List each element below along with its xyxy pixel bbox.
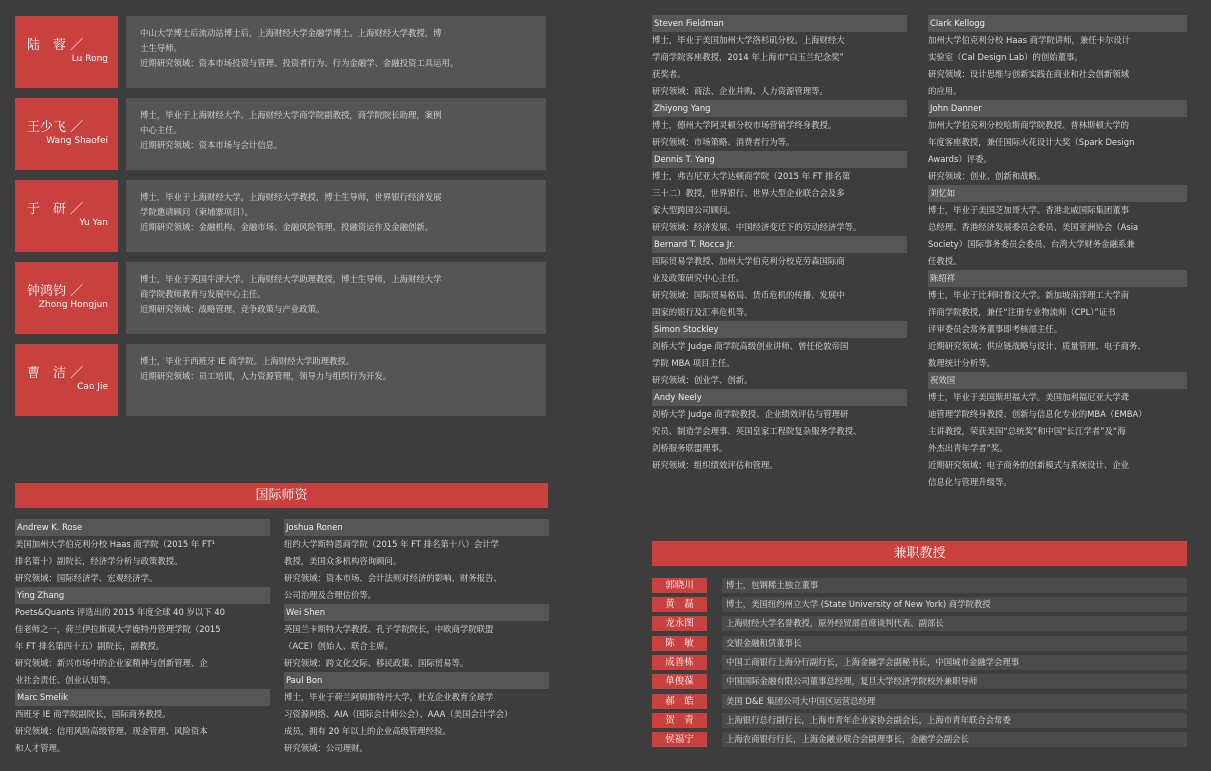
intl-line: 研究领域：新兴市场中的企业家精神与创新管理、企 (15, 658, 208, 668)
intl-line: 近期研究领域：供应链战略与设计、质量管理、电子商务、 (928, 341, 1146, 351)
intl-line: 研究领域：市场策略、消费者行为等。 (652, 137, 795, 147)
intl-line: 公司治理及合理估价等。 (284, 590, 377, 600)
faculty-name-zh: 陆 蓉 ／ (27, 38, 84, 53)
adjunct-row (652, 694, 1187, 709)
intl-line: 研究领域：创业学、创新。 (652, 375, 753, 385)
faculty-card (15, 180, 546, 252)
intl-line: 研究领域：组织绩效评估和管理。 (652, 460, 778, 470)
intl-column-3 (652, 15, 907, 474)
intl-line: 评审委员会常务董事即考核部主任。 (928, 324, 1062, 334)
desc-line: 中心主任。 (140, 125, 182, 135)
intl-line: Awards）评委。 (928, 154, 992, 164)
intl-line: 加州大学伯克利分校 Haas 商学院讲师，兼任卡尔设计 (928, 35, 1131, 45)
intl-line: 博士，毕业于比利时鲁汶大学。新加坡南洋理工大学南 (928, 290, 1129, 300)
intl-person-name: Andy Neely (652, 389, 907, 406)
intl-line: 业及政策研究中心主任。 (652, 273, 745, 283)
intl-line: 剑桥服务联盟理事。 (652, 443, 728, 453)
intl-line: 纽约大学斯特恩商学院（2015 年 FT 排名第十八）会计学 (284, 539, 499, 549)
intl-person-name: Bernard T. Rocca Jr. (652, 236, 907, 253)
intl-line: 研究领域：公司理财。 (284, 743, 368, 753)
intl-line: 研究领域：国际贸易格局、货币危机的传播、发展中 (652, 290, 845, 300)
intl-line: 成员，拥有 20 年以上的企业高级管理经验。 (284, 726, 451, 736)
desc-line: 博士，毕业于西班牙 IE 商学院。上海财经大学助理教授。 (140, 356, 355, 366)
intl-line: 研究领域：经济发展、中国经济变迁下的劳动经济学等。 (652, 222, 862, 232)
intl-person-name: Dennis T. Yang (652, 151, 907, 168)
faculty-description (126, 344, 546, 416)
desc-line: 中山大学博士后流动站博士后，上海财经大学金融学博士。上海财经大学教授，博 (140, 28, 442, 38)
intl-line: 家大型跨国公司顾问。 (652, 205, 736, 215)
intl-person-name: 陈绍祥 (928, 270, 1187, 287)
adjunct-row (652, 732, 1187, 747)
intl-line: 国家的银行及汇率危机等。 (652, 307, 753, 317)
faculty-card (15, 16, 546, 88)
intl-line: 博士，德州大学阿灵顿分校市场营销学终身教授。 (652, 120, 837, 130)
intl-line: 习资源网络、AIA（国际会计师公会）、AAA（美国会计学会） (284, 709, 513, 719)
intl-line: 数理统计分析等。 (928, 358, 995, 368)
desc-line: 学院邀请顾问（柬埔寨项目）。 (140, 207, 254, 217)
desc-line: 近期研究领域：金融机构、金融市场、金融风险管理、投融资运作及金融创新。 (140, 222, 434, 232)
faculty-card (15, 344, 546, 416)
adjunct-name: 侯福宁 (652, 732, 707, 747)
adjunct-desc: 中国国际金融有限公司董事总经理，复旦大学经济学院校外兼职导师 (722, 674, 1187, 689)
intl-column-2 (284, 519, 549, 757)
intl-line: 美国加州大学伯克利分校 Haas 商学院（2015 年 FT¹ (15, 539, 216, 549)
adjunct-name: 贺 青 (652, 713, 707, 728)
intl-line: 研究领域：创业、创新和战略。 (928, 171, 1046, 181)
desc-line: 博士，毕业于英国牛津大学。上海财经大学助理教授，博士生导师，上海财经大学 (140, 274, 442, 284)
desc-line: 近期研究领域：战略管理、竞争政策与产业政策。 (140, 304, 325, 314)
intl-line: 迪管理学院终身教授、创新与信息化专业的MBA（EMBA） (928, 409, 1147, 419)
intl-line: 三十二）教授，世界银行、世界大型企业联合会及多 (652, 188, 845, 198)
intl-person-name: 祝效国 (928, 372, 1187, 389)
adjunct-row (652, 597, 1187, 612)
faculty-name-en: Zhong Hongjun (38, 300, 108, 310)
intl-line: 研究领域：信用风险高级管理、现金管理、风险资本 (15, 726, 208, 736)
adjunct-name: 郭晓川 (652, 578, 707, 593)
faculty-name-zh: 王少飞 ／ (27, 120, 84, 135)
desc-line: 近期研究领域：资本市场与会计信息。 (140, 140, 283, 150)
intl-person-name: Clark Kellogg (928, 15, 1187, 32)
intl-line: 究员、制造学会理事、英国皇家工程院复杂服务学教授、 (652, 426, 862, 436)
intl-line: 研究领域：商法、企业并购、人力资源管理等。 (652, 86, 828, 96)
intl-column-1 (15, 519, 270, 757)
faculty-name-block (15, 16, 118, 88)
adjunct-faculty-title: 兼职教授 (652, 541, 1187, 566)
adjunct-row (652, 713, 1187, 728)
adjunct-desc: 上海财经大学名誉教授，原外经贸部首席谈判代表、副部长 (722, 616, 1187, 631)
faculty-name-en: Wang Shaofei (46, 136, 108, 146)
adjunct-name: 黄 磊 (652, 597, 707, 612)
intl-line: 学院 MBA 项目主任。 (652, 358, 735, 368)
intl-line: 博士，毕业于美国斯坦福大学。美国加利福尼亚大学聋 (928, 392, 1129, 402)
faculty-name-en: Yu Yan (79, 218, 108, 228)
intl-line: 洋商学院教授，兼任“注册专业物流师（CPL）”证书 (928, 307, 1116, 317)
intl-faculty-title: 国际师资 (15, 483, 548, 508)
intl-line: 的应用。 (928, 86, 962, 96)
intl-line: 博士，毕业于美国加州大学洛杉矶分校。上海财经大 (652, 35, 845, 45)
adjunct-row (652, 616, 1187, 631)
faculty-name-zh: 于 研 ／ (27, 202, 84, 217)
intl-person-name: 刘忆如 (928, 185, 1187, 202)
intl-line: 主讲教授，荣获美国“总统奖”和中国“长江学者”及“海 (928, 426, 1126, 436)
intl-line: 研究领域：设计思维与创新实践在商业和社会创新领域 (928, 69, 1129, 79)
intl-person-name: Wei Shen (284, 604, 549, 621)
faculty-name-block (15, 180, 118, 252)
faculty-description (126, 180, 546, 252)
intl-line: 剑桥大学 Judge 商学院高级创业讲师、曾任伦敦帝国 (652, 341, 849, 351)
intl-column-4 (928, 15, 1187, 491)
adjunct-name: 郝 皓 (652, 694, 707, 709)
desc-line: 博士，毕业于上海财经大学。上海财经大学商学院副教授，商学院院长助理，案例 (140, 110, 442, 120)
desc-line: 商学院教师教育与发展中心主任。 (140, 289, 266, 299)
intl-person-name: Simon Stockley (652, 321, 907, 338)
adjunct-name: 陈 敏 (652, 636, 707, 651)
intl-line: 任教授。 (928, 256, 962, 266)
intl-person-name: Marc Smelik (15, 689, 270, 706)
intl-line: （ACE）创始人、联合主席。 (284, 641, 393, 651)
intl-person-name: Andrew K. Rose (15, 519, 270, 536)
faculty-name-en: Lu Rong (71, 54, 108, 64)
intl-line: 信息化与管理升级等。 (928, 477, 1012, 487)
intl-line: Poets&Quants 评选出的 2015 年度全球 40 岁以下 40 (15, 607, 225, 617)
intl-line: 和人才管理。 (15, 743, 66, 753)
intl-line: 业社会责任、创业认知等。 (15, 675, 116, 685)
intl-line: 学商学院客座教授，2014 年上海市“白玉兰纪念奖” (652, 52, 844, 62)
intl-person-name: Paul Bon (284, 672, 549, 689)
intl-line: 加州大学伯克利分校哈斯商学院教授、普林斯顿大学的 (928, 120, 1129, 130)
intl-line: 获奖者。 (652, 69, 686, 79)
faculty-description (126, 98, 546, 170)
intl-line: 研究领域：资本市场、会计法则对经济的影响、财务报告、 (284, 573, 502, 583)
adjunct-desc: 博士，包钢稀土独立董事 (722, 578, 1187, 593)
intl-line: 博士，毕业于荷兰阿姆斯特丹大学，杜克企业教育全球学 (284, 692, 494, 702)
intl-line: 外杰出青年学者”奖。 (928, 443, 1008, 453)
intl-line: 剑桥大学 Judge 商学院教授、企业绩效评估与管理研 (652, 409, 849, 419)
faculty-name-zh: 钟鸿钧 ／ (27, 284, 84, 299)
intl-line: 教授，美国众多机构咨询顾问。 (284, 556, 402, 566)
intl-line: 佳老师之一，荷兰伊拉斯谟大学鹿特丹管理学院（2015 (15, 624, 221, 634)
adjunct-desc: 中国工商银行上海分行副行长，上海金融学会副秘书长，中国城市金融学会理事 (722, 655, 1187, 670)
intl-line: 近期研究领域：电子商务的创新模式与系统设计、企业 (928, 460, 1129, 470)
intl-person-name: John Danner (928, 100, 1187, 117)
faculty-name-block (15, 98, 118, 170)
desc-line: 近期研究领域：资本市场投资与管理、投资者行为、行为金融学、金融投资工具运用。 (140, 58, 459, 68)
intl-line: Society）国际事务委员会委员、台湾大学财务金融系兼 (928, 239, 1135, 249)
adjunct-name: 单俊葆 (652, 674, 707, 689)
faculty-description (126, 16, 546, 88)
intl-line: 研究领域：国际经济学、宏观经济学。 (15, 573, 158, 583)
adjunct-row (652, 636, 1187, 651)
intl-line: 研究领域：跨文化交际、移民政策、国际贸易等。 (284, 658, 469, 668)
faculty-card (15, 262, 546, 334)
adjunct-row (652, 655, 1187, 670)
faculty-description (126, 262, 546, 334)
intl-line: 排名第十）副院长，经济学分析与政策教授。 (15, 556, 183, 566)
intl-person-name: Joshua Ronen (284, 519, 549, 536)
adjunct-desc: 美国 D&E 集团公司大中国区运营总经理 (722, 694, 1187, 709)
intl-line: 国际贸易学教授、加州大学伯克利分校克劳森国际商 (652, 256, 845, 266)
adjunct-desc: 交银金融租赁董事长 (722, 636, 1187, 651)
desc-line: 士生导师。 (140, 43, 182, 53)
desc-line: 博士，毕业于上海财经大学。上海财经大学教授，博士生导师，世界银行经济发展 (140, 192, 442, 202)
intl-line: 总经理、香港经济发展委员会委员、美国亚洲协会（Asia (928, 222, 1139, 232)
adjunct-desc: 上海银行总行副行长，上海市青年企业家协会副会长，上海市青年联合会常委 (722, 713, 1187, 728)
intl-person-name: Steven Fieldman (652, 15, 907, 32)
faculty-name-block (15, 262, 118, 334)
intl-line: 英国兰卡斯特大学教授、孔子学院院长，中欧商学院联盟 (284, 624, 494, 634)
desc-line: 近期研究领域：员工培训，人力资源管理，领导力与组织行为开发。 (140, 371, 392, 381)
intl-line: 年 FT 排名第四十五）副院长，副教授。 (15, 641, 165, 651)
adjunct-desc: 上海农商银行行长，上海金融业联合会副理事长，金融学会副会长 (722, 732, 1187, 747)
adjunct-name: 龙永图 (652, 616, 707, 631)
intl-person-name: Zhiyong Yang (652, 100, 907, 117)
faculty-name-zh: 曹 洁 ／ (27, 366, 84, 381)
adjunct-desc: 博士，美国纽约州立大学 (State University of New York) 商学院教授 (722, 597, 1187, 612)
intl-person-name: Ying Zhang (15, 587, 270, 604)
intl-line: 博士，弗吉尼亚大学达顿商学院（2015 年 FT 排名第 (652, 171, 851, 181)
intl-line: 西班牙 IE 商学院副院长，国际商务教授。 (15, 709, 171, 719)
faculty-name-en: Cao Jie (77, 382, 108, 392)
faculty-name-block (15, 344, 118, 416)
adjunct-name: 成善栋 (652, 655, 707, 670)
intl-line: 年度客座教授，兼任国际火花设计大奖（Spark Design (928, 137, 1135, 147)
adjunct-row (652, 674, 1187, 689)
faculty-card (15, 98, 546, 170)
intl-line: 博士，毕业于美国芝加哥大学。香港北威国际集团董事 (928, 205, 1129, 215)
adjunct-row (652, 578, 1187, 593)
intl-line: 实验室（Cal Design Lab）的创始董事。 (928, 52, 1083, 62)
